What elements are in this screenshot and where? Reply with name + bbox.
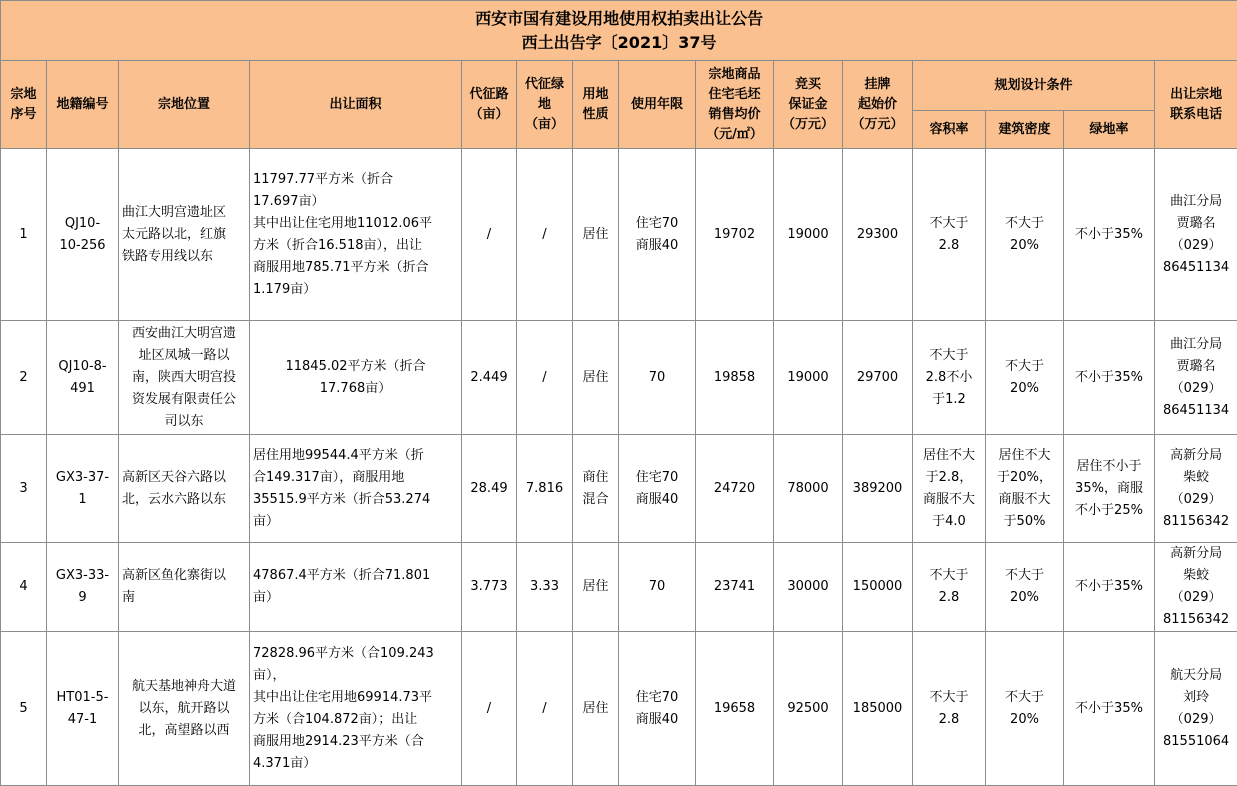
cell-contact: 曲江分局 贾璐名 （029） 86451134 [1155,321,1237,435]
cell-start: 29700 [843,321,913,435]
cell-start: 185000 [843,632,913,786]
table-row [1,435,1237,543]
cell-contact: 高新分局 柴蛟 （029） 81156342 [1155,543,1237,632]
header-seq: 宗地 序号 [1,61,47,149]
cell-contact: 航天分局 刘玲 （029） 81551064 [1155,632,1237,786]
header-location: 宗地位置 [119,61,250,149]
cell-greenrate: 居住不小于 35%，商服 不小于25% [1064,435,1155,543]
cell-start: 150000 [843,543,913,632]
cell-code: GX3-37- 1 [47,435,119,543]
cell-road: 3.773 [462,543,517,632]
cell-road: 28.49 [462,435,517,543]
cell-years: 住宅70 商服40 [619,435,696,543]
header-green: 代征绿 地 （亩） [517,61,573,149]
cell-density: 不大于 20% [986,632,1064,786]
cell-far: 居住不大 于2.8， 商服不大 于4.0 [913,435,986,543]
cell-price: 23741 [696,543,774,632]
cell-contact: 高新分局 柴蛟 （029） 81156342 [1155,435,1237,543]
cell-use: 居住 [573,632,619,786]
cell-seq: 2 [1,321,47,435]
header-density: 建筑密度 [986,111,1064,149]
cell-deposit: 19000 [774,149,843,321]
cell-start: 389200 [843,435,913,543]
cell-area: 11845.02平方米（折合 17.768亩） [250,321,462,435]
cell-price: 24720 [696,435,774,543]
table-row [1,321,1237,435]
header-far: 容积率 [913,111,986,149]
cell-area: 72828.96平方米（合109.243 亩）， 其中出让住宅用地69914.73平 方米（合104.872亩）；出让 商服用地2914.23平方米（合 4.371亩） [250,632,462,786]
cell-code: QJ10-8- 491 [47,321,119,435]
table-row [1,632,1237,786]
cell-use: 商住 混合 [573,435,619,543]
cell-years: 70 [619,321,696,435]
cell-road: / [462,149,517,321]
cell-far: 不大于 2.8不小 于1.2 [913,321,986,435]
table-row [1,543,1237,632]
header-area: 出让面积 [250,61,462,149]
header-planning: 规划设计条件 [913,61,1155,111]
cell-deposit: 30000 [774,543,843,632]
header-road: 代征路 （亩） [462,61,517,149]
cell-contact: 曲江分局 贾璐名 （029） 86451134 [1155,149,1237,321]
cell-years: 70 [619,543,696,632]
header-price: 宗地商品 住宅毛坯 销售均价 （元/㎡） [696,61,774,149]
cell-seq: 5 [1,632,47,786]
cell-price: 19702 [696,149,774,321]
cell-location: 曲江大明宫遗址区 太元路以北，红旗 铁路专用线以东 [119,149,250,321]
cell-years: 住宅70 商服40 [619,632,696,786]
header-code: 地籍编号 [47,61,119,149]
header-deposit: 竞买 保证金 （万元） [774,61,843,149]
cell-code: QJ10- 10-256 [47,149,119,321]
cell-location: 航天基地神舟大道 以东，航开路以 北，高望路以西 [119,632,250,786]
cell-code: GX3-33- 9 [47,543,119,632]
cell-far: 不大于 2.8 [913,543,986,632]
cell-road: 2.449 [462,321,517,435]
cell-green: / [517,149,573,321]
cell-price: 19658 [696,632,774,786]
title-line1: 西安市国有建设用地使用权拍卖出让公告 [4,7,1234,31]
cell-density: 不大于 20% [986,321,1064,435]
cell-use: 居住 [573,321,619,435]
cell-road: / [462,632,517,786]
cell-location: 西安曲江大明宫遗 址区凤城一路以 南，陕西大明宫投 资发展有限责任公 司以东 [119,321,250,435]
cell-use: 居住 [573,149,619,321]
header-contact: 出让宗地 联系电话 [1155,61,1237,149]
cell-greenrate: 不小于35% [1064,149,1155,321]
cell-area: 47867.4平方米（折合71.801 亩） [250,543,462,632]
cell-far: 不大于 2.8 [913,632,986,786]
cell-location: 高新区天谷六路以 北，云水六路以东 [119,435,250,543]
header-years: 使用年限 [619,61,696,149]
cell-start: 29300 [843,149,913,321]
cell-price: 19858 [696,321,774,435]
cell-far: 不大于 2.8 [913,149,986,321]
cell-area: 居住用地99544.4平方米（折 合149.317亩），商服用地 35515.9平方米（折合53.274 亩） [250,435,462,543]
cell-greenrate: 不小于35% [1064,543,1155,632]
cell-seq: 1 [1,149,47,321]
cell-green: 3.33 [517,543,573,632]
cell-area: 11797.77平方米（折合 17.697亩） 其中出让住宅用地11012.06平 方米（折合16.518亩），出让 商服用地785.71平方米（折合 1.179亩） [250,149,462,321]
cell-code: HT01-5- 47-1 [47,632,119,786]
cell-greenrate: 不小于35% [1064,632,1155,786]
title-line2: 西土出告字〔2021〕37号 [4,31,1234,55]
table-row [1,149,1237,321]
cell-use: 居住 [573,543,619,632]
cell-density: 不大于 20% [986,543,1064,632]
cell-green: / [517,632,573,786]
cell-location: 高新区鱼化寨街以 南 [119,543,250,632]
cell-deposit: 92500 [774,632,843,786]
cell-deposit: 78000 [774,435,843,543]
cell-density: 不大于 20% [986,149,1064,321]
announcement-title [1,1,1237,61]
cell-greenrate: 不小于35% [1064,321,1155,435]
header-start: 挂牌 起始价 （万元） [843,61,913,149]
cell-seq: 4 [1,543,47,632]
header-greenrate: 绿地率 [1064,111,1155,149]
header-use: 用地 性质 [573,61,619,149]
cell-years: 住宅70 商服40 [619,149,696,321]
cell-seq: 3 [1,435,47,543]
cell-green: 7.816 [517,435,573,543]
cell-deposit: 19000 [774,321,843,435]
cell-green: / [517,321,573,435]
cell-density: 居住不大 于20%， 商服不大 于50% [986,435,1064,543]
